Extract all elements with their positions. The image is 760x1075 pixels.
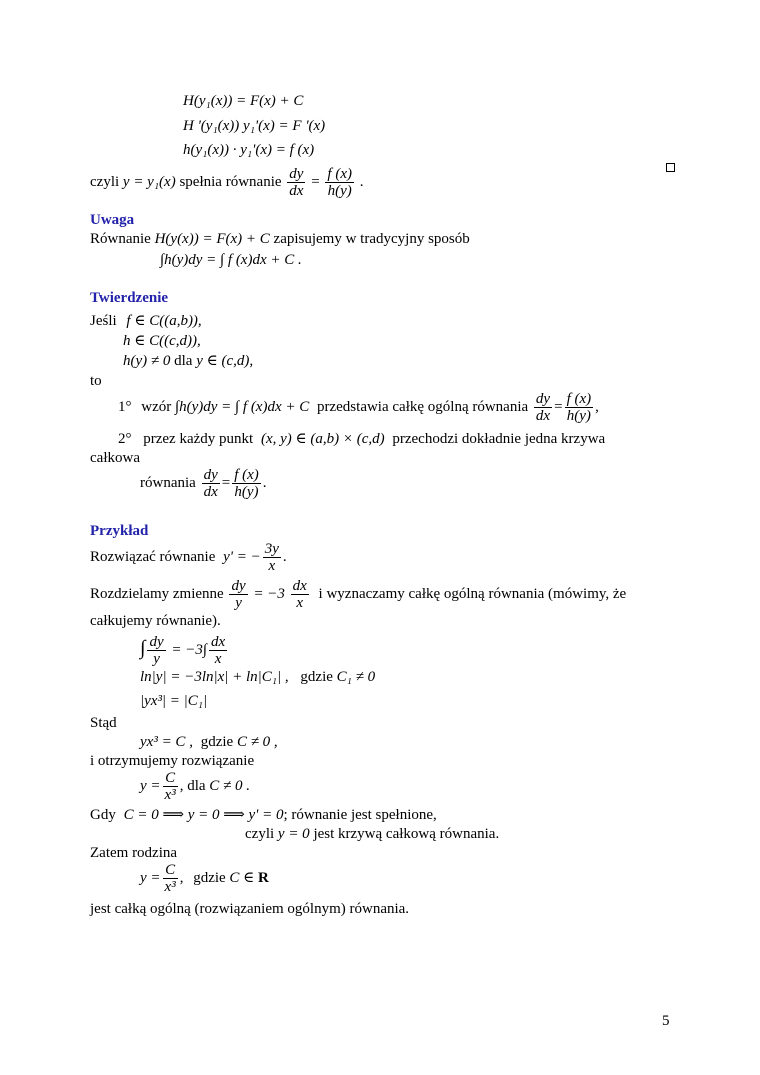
math: yx³ = C , <box>140 734 193 750</box>
math: (x, y) ∈ (a,b) × (c,d) <box>260 431 385 447</box>
dot: . <box>359 174 364 190</box>
stad-word: Stąd <box>90 715 117 731</box>
condition-h: h ∈ C((c,d)), <box>123 333 201 349</box>
fraction-f-h: $\frac{f (x)}{h(y)}$ <box>234 467 259 501</box>
final-line: jest całką ogólną (rozwiązaniem ogólnym) równania. <box>90 901 410 917</box>
czyli-krzywa-line <box>245 825 499 843</box>
text: przez każdy punkt <box>143 431 254 447</box>
text: gdzie <box>300 669 333 685</box>
fraction-dy-dx: $\frac{dy}{dx}$ <box>535 391 551 425</box>
heading-przyklad: Przykład <box>90 523 149 539</box>
math: = −3 <box>253 586 285 602</box>
text: równania <box>140 475 196 491</box>
fraction-dy-dx: $\frac{dy}{dx}$ <box>289 166 304 200</box>
fraction-C-x3: $\frac{C}{\text{x³}}$ <box>164 862 176 896</box>
text: zapisujemy w tradycyjny sposób <box>273 231 470 247</box>
math: y = 0 <box>277 826 310 842</box>
equation-h: h(y₁(x)) · y₁'(x) = f (x) <box>183 142 315 158</box>
text: Równanie <box>90 231 151 247</box>
math: h(y) ≠ 0 <box>123 353 171 369</box>
to-word: to <box>90 373 102 389</box>
uwaga-integral: ∫h(y)dy = ∫ f (x)dx + C . <box>160 252 302 268</box>
equals: = <box>311 174 320 190</box>
zatem-line: Zatem rodzina <box>90 845 178 861</box>
fraction-C-x3: $\frac{C}{\text{x³}}$ <box>164 770 176 804</box>
text: , dla <box>179 778 206 794</box>
text: 2° <box>118 431 132 447</box>
fraction-f-h: $\frac{f (x)}{h(y)}$ <box>327 166 352 200</box>
rozdzielamy-line <box>90 576 626 612</box>
integral-sign: ∫ <box>140 637 146 659</box>
uwaga-line <box>90 230 470 248</box>
gdy-line <box>90 806 437 824</box>
calkowa: całkowa <box>90 450 140 466</box>
math: y = y₁(x) <box>122 174 176 190</box>
integral-line <box>140 630 229 668</box>
point-2 <box>118 430 605 448</box>
comma: , <box>179 870 184 886</box>
math: ln|y| = −3ln|x| + ln|C₁| , <box>140 669 289 685</box>
heading-twierdzenie: Twierdzenie <box>90 290 169 306</box>
dot: . <box>282 549 287 565</box>
text: Rozdzielamy zmienne <box>90 586 224 602</box>
text: gdzie <box>193 870 226 886</box>
text: wzór <box>141 399 172 415</box>
abs-line: |yx³| = |C₁| <box>140 693 208 709</box>
text: przedstawia całkę ogólną równania <box>317 399 529 415</box>
otrzymujemy-line: i otrzymujemy rozwiązanie <box>90 753 255 769</box>
rownania-line: równania $\frac{dy}{dx}$ = $\frac{f (x)}{h(y)}$ . <box>140 467 267 501</box>
text: gdzie <box>200 734 234 750</box>
fraction-dy-dx: $\frac{dy}{dx}$ <box>203 467 218 501</box>
text: i wyznaczamy całkę ogólną równania (mówimy, że <box>318 586 627 602</box>
math: C = 0 ⟹ y = 0 ⟹ y' = 0 <box>123 807 284 823</box>
text: przechodzi dokładnie jedna krzywa <box>392 431 606 447</box>
solution-line <box>140 768 250 804</box>
calkujemy-line: całkujemy równanie). <box>90 613 221 629</box>
math: y ∈ (c,d), <box>196 353 254 369</box>
math: f ∈ C((a,b)), <box>126 313 202 329</box>
point-1: 1° wzór ∫h(y)dy = ∫ f (x)dx + C przedstawia całkę ogólną równania $\frac{dy}{dx}$ = $\frac{f (x)}{h(y)}$ , <box>118 391 599 425</box>
math: C₁ ≠ 0 <box>336 669 376 685</box>
equation-H-derivative: H '(y₁(x)) y₁'(x) = F '(x) <box>183 118 326 134</box>
text: czyli <box>245 826 275 842</box>
comma: , <box>595 399 599 415</box>
text: 1° <box>118 399 132 415</box>
math: y = <box>140 778 161 794</box>
text: Gdy <box>90 807 116 823</box>
math: C ≠ 0 . <box>209 778 251 794</box>
family-line <box>140 860 269 896</box>
math: H(y(x)) = F(x) + C <box>154 231 270 247</box>
condition-h-nonzero <box>123 352 253 370</box>
math: C ≠ 0 , <box>236 734 278 750</box>
text: Jeśli <box>90 313 117 329</box>
page-number: 5 <box>662 1013 670 1029</box>
jesli-line <box>90 312 202 330</box>
text: czyli <box>90 174 120 190</box>
equation-H: H(y₁(x)) = F(x) + C <box>183 93 304 109</box>
math: y = <box>140 870 161 886</box>
reals-symbol: R <box>258 870 269 886</box>
fraction-f-h: $\frac{f (x)}{h(y)}$ <box>566 391 592 425</box>
fraction-dx-x: $\frac{dx}{x}$ <box>292 578 307 612</box>
rozwiazac-line <box>90 539 287 575</box>
text: jest krzywą całkową równania. <box>313 826 500 842</box>
math: ∫h(y)dy = ∫ f (x)dx + C <box>175 399 310 415</box>
fraction-3y-x: $\frac{3y}{x}$ <box>264 541 279 575</box>
text: spełnia równanie <box>179 174 282 190</box>
fraction-dy-y: $\frac{dy}{y}$ <box>149 634 164 668</box>
math: y' = − <box>223 549 261 565</box>
ln-line <box>140 668 375 686</box>
text: Rozwiązać równanie <box>90 549 216 565</box>
text: dla <box>174 353 193 369</box>
yx3-line <box>140 733 278 751</box>
math: C ∈ <box>229 870 255 886</box>
math: = −3∫ <box>171 642 208 658</box>
qed-square-icon <box>666 163 675 172</box>
dot: . <box>262 475 267 491</box>
heading-uwaga: Uwaga <box>90 212 135 228</box>
fraction-dy-y: $\frac{dy}{y}$ <box>231 578 246 612</box>
czyli-line <box>90 164 364 200</box>
fraction-dx-x: $\frac{dx}{x}$ <box>211 634 226 668</box>
text: ; równanie jest spełnione, <box>283 807 437 823</box>
